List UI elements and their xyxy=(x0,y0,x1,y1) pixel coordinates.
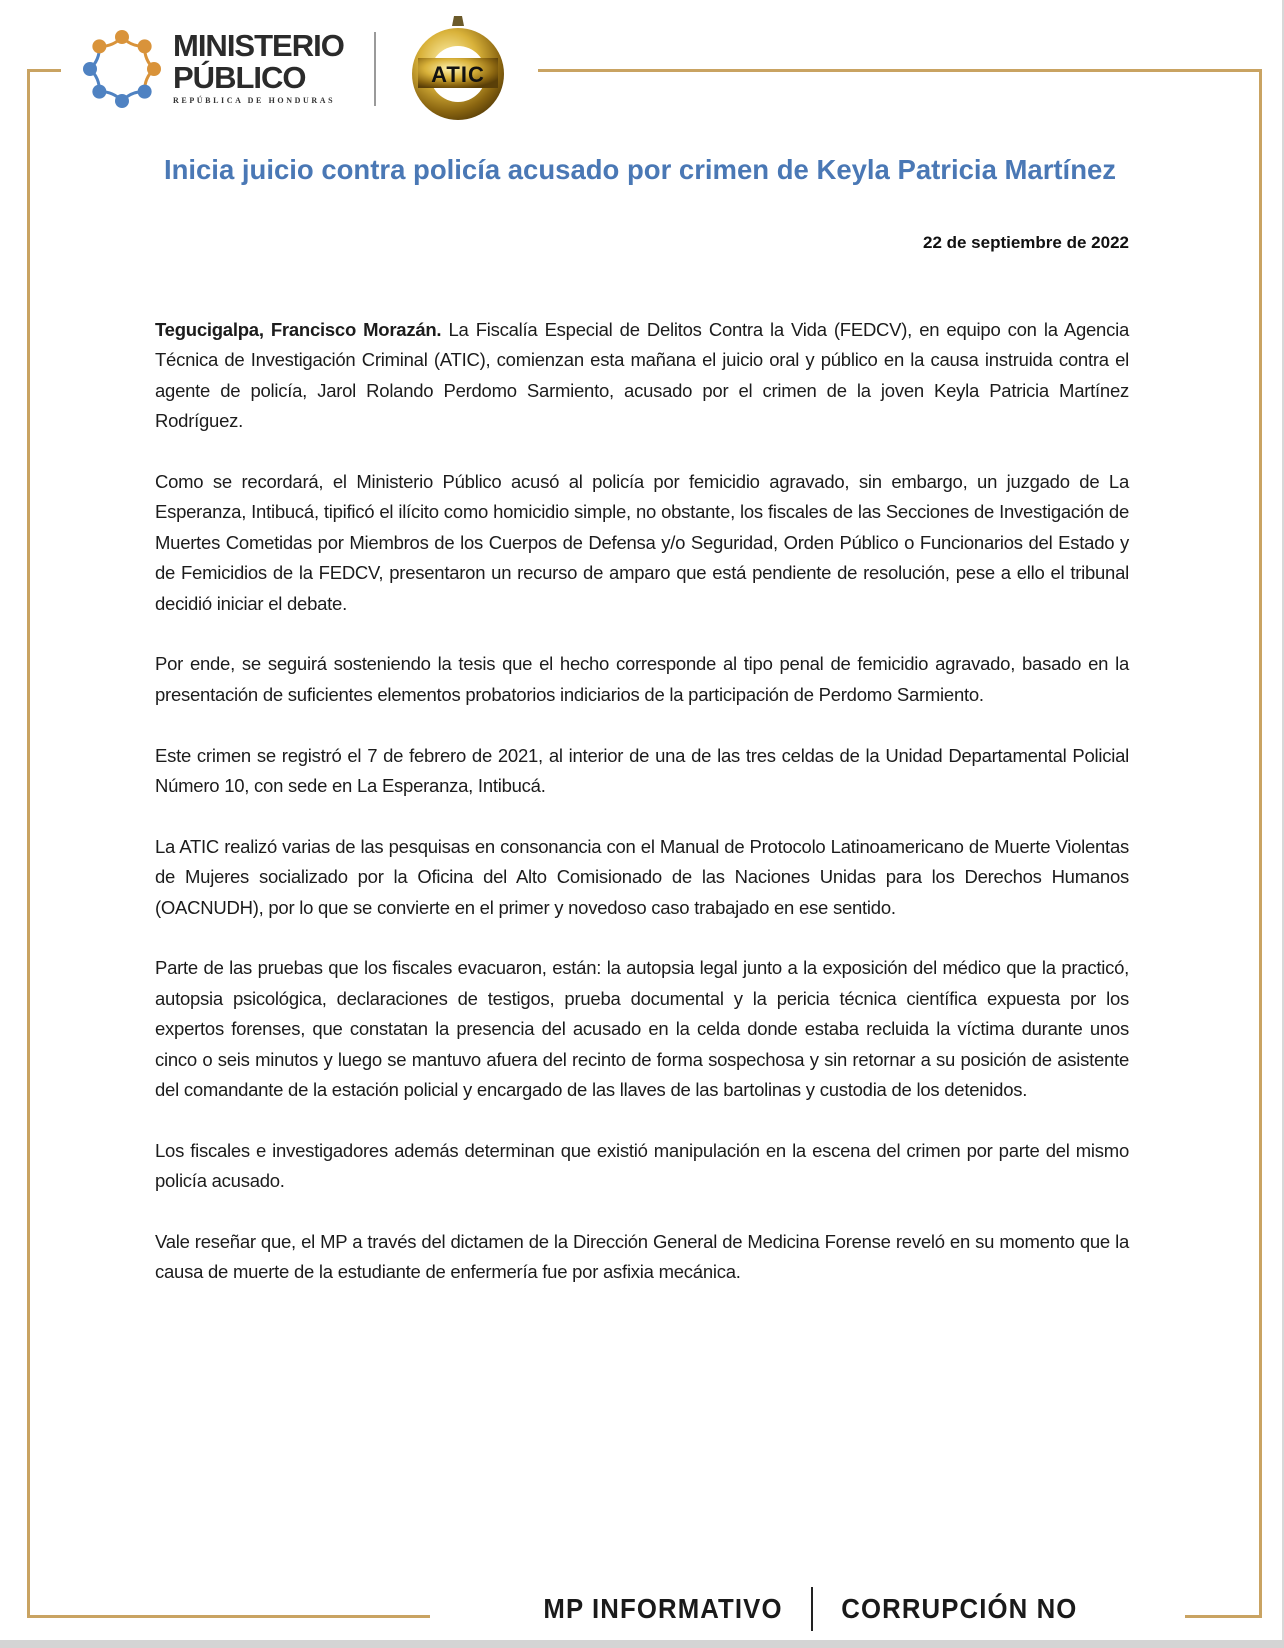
paragraph-4: Este crimen se registró el 7 de febrero de 2021, al interior de una de las tres celdas de la Unidad Departamental Policial Número 10, con sede en La Esperanza, Intibucá. xyxy=(155,744,1129,797)
org-wordmark xyxy=(173,30,344,105)
paragraph-2: Como se recordará, el Ministerio Público acusó al policía por femicidio agravado, sin embargo, un juzgado de La Esperanza, Intibucá, tipificó el ilícito como homicidio simple, no obstante, los fiscales de las Secciones de Investigación de Muertes Cometidas por Miembros de los Cuerpos de Defensa y/o Seguridad, Orden Público o Funcionarios del Estado y de Femicidios de la FEDCV, presentaron un recurso de amparo que está pendiente de resolución, pese a ello el tribunal decidió iniciar el debate. xyxy=(155,471,1129,614)
footer-slogan xyxy=(450,1582,1170,1636)
frame-top-right-line xyxy=(538,69,1262,72)
atic-seal-logo-icon xyxy=(404,12,512,122)
paragraph-1 xyxy=(155,315,1129,437)
org-subtitle: REPÚBLICA DE HONDURAS xyxy=(173,96,336,105)
paragraph-7: Los fiscales e investigadores además determinan que existió manipulación en la escena del crimen por parte del mismo policía acusado. xyxy=(155,1139,1129,1192)
ministerio-publico-logo-icon xyxy=(80,28,164,110)
article-date: 22 de septiembre de 2022 xyxy=(922,233,1129,252)
frame-right-line xyxy=(1259,69,1262,1618)
frame-bottom-left-line xyxy=(27,1615,430,1618)
frame-left-line xyxy=(27,69,30,1618)
org-name-line2: PÚBLICO xyxy=(173,60,306,95)
paragraph-6: Parte de las pruebas que los fiscales evacuaron, están: la autopsia legal junto a la exposición del médico que la practicó, autopsia psicológica, declaraciones de testigos, prueba documental y la pericia técnica científica expuesta por los expertos forenses, que constatan la presencia del acusado en la celda donde estaba recluida la víctima durante unos cinco o seis minutos y luego se mantuvo afuera del recinto de forma sospechosa y sin retornar a su posición de asistente del comandante de la estación policial y encargado de las llaves de las bartolinas y custodia de los detenidos. xyxy=(155,957,1129,1101)
atic-logo-text: ATIC xyxy=(431,62,485,87)
footer-left-text: MP INFORMATIVO xyxy=(543,1593,783,1624)
frame-bottom-right-line xyxy=(1185,1615,1262,1618)
paragraph-8: Vale reseñar que, el MP a través del dictamen de la Dirección General de Medicina Forense reveló en su momento que la causa de muerte de la estudiante de enfermería fue por asfixia mecánica. xyxy=(155,1231,1129,1283)
frame-top-left-line xyxy=(27,69,61,72)
logo-divider xyxy=(374,32,376,106)
lead-location: Tegucigalpa, Francisco Morazán. xyxy=(155,319,442,340)
footer-right-text: CORRUPCIÓN NO xyxy=(840,1593,1078,1624)
paragraph-3: Por ende, se seguirá sosteniendo la tesis que el hecho corresponde al tipo penal de femicidio agravado, basado en la presentación de suficientes elementos probatorios indiciarios de la participación de Perdomo Sarmiento. xyxy=(155,653,1129,705)
page-bottom-edge xyxy=(0,1640,1284,1648)
paragraph-5: La ATIC realizó varias de las pesquisas en consonancia con el Manual de Protocolo Latinoamericano de Muerte Violentas de Mujeres socializado por la Oficina del Alto Comisionado de las Naciones Unidas para los Derechos Humanos (OACNUDH), por lo que se convierte en el primer y novedoso caso trabajado en ese sentido. xyxy=(155,835,1129,918)
footer-separator xyxy=(811,1587,813,1631)
article-body xyxy=(155,315,1129,1318)
org-name-line1: MINISTERIO xyxy=(173,28,344,63)
article-title: Inicia juicio contra policía acusado por crimen de Keyla Patricia Martínez xyxy=(163,154,1117,185)
paragraph-1-text: La Fiscalía Especial de Delitos Contra la Vida (FEDCV), en equipo con la Agencia Técnica de Investigación Criminal (ATIC), comienzan esta mañana el juicio oral y público en la causa instruida contra el agente de policía, Jarol Rolando Perdomo Sarmiento, acusado por el crimen de la joven Keyla Patricia Martínez Rodríguez. xyxy=(155,319,1129,432)
